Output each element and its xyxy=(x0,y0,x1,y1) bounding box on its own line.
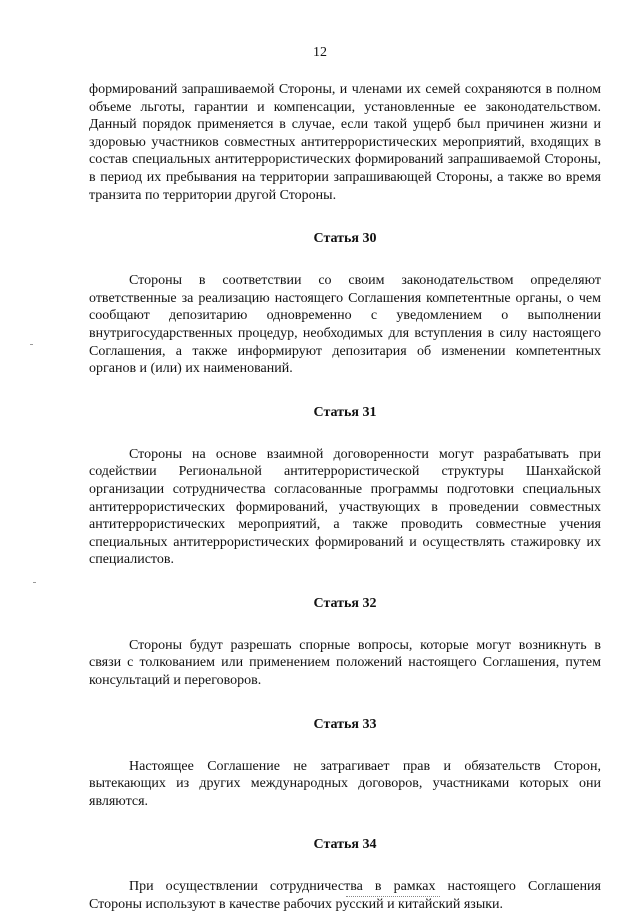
scan-speck xyxy=(30,344,33,345)
footer-line xyxy=(346,896,440,897)
article-33-heading: Статья 33 xyxy=(313,716,377,732)
article-31-heading: Статья 31 xyxy=(313,404,377,420)
article-32-heading: Статья 32 xyxy=(313,595,377,611)
article-30-heading: Статья 30 xyxy=(313,231,377,247)
page-number: 12 xyxy=(313,45,327,60)
article-33-text: Настоящее Соглашение не затрагивает прав и обязательств Сторон, вытекающих из других международных договоров, участниками которых они являются. xyxy=(89,758,601,809)
article-34-heading: Статья 34 xyxy=(313,837,377,853)
article-30-text: Стороны в соответствии со своим законодательством определяют ответственные за реализацию настоящего Соглашения компетентные органы, о чем сообщают депозитарию одновременно с уведомлением о выполнении внутригосударственных процедур, необходимых для вступления в силу настоящего Соглашения, а также информируют депозитария об изменении компетентных органов и (или) их наименований. xyxy=(89,273,601,377)
intro-paragraph: формирований запрашиваемой Стороны, и членами их семей сохраняются в полном объеме льготы, гарантии и компенсации, установленные ее законодательством. Данный порядок применяется в случае, если такой ущерб был причинен жизни и здоровью участников совместных антитеррористических мероприятий, входящих в состав специальных антитеррористических формирований запрашиваемой Стороны, в период их пребывания на территории запрашивающей Стороны, а также во время транзита по территории другой Стороны. xyxy=(89,82,601,203)
document-body xyxy=(89,81,601,914)
article-32-text: Стороны будут разрешать спорные вопросы, которые могут возникнуть в связи с толкованием или применением положений настоящего Соглашения, путем консультаций и переговоров. xyxy=(89,637,601,689)
article-34-text: При осуществлении сотрудничества в рамках настоящего Соглашения Стороны используют в качестве рабочих русский и китайский языки. xyxy=(89,879,601,913)
scan-speck xyxy=(33,582,36,583)
article-31-text: Стороны на основе взаимной договоренности могут разрабатывать при содействии Региональной антитеррористической структуры Шанхайской организации сотрудничества согласованные программы подготовки специальных антитеррористических формирований, участвующих в проведении совместных антитеррористических мероприятий, а также проводить совместные учения специальных антитеррористических формирований и осуществлять стажировку их специалистов. xyxy=(89,446,601,568)
